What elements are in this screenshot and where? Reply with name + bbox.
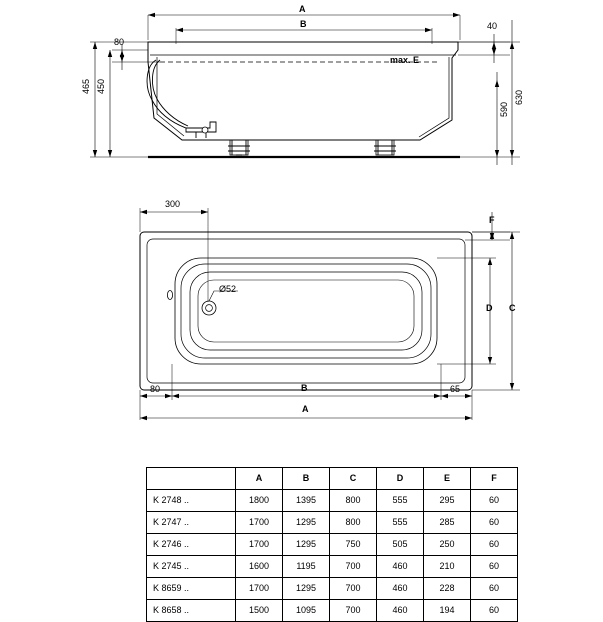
dim-arrow-Ap-r: [465, 416, 472, 420]
cell-F: 60: [471, 490, 518, 512]
dim-arrow-300-l: [140, 210, 147, 214]
cell-A: 1600: [236, 556, 283, 578]
table-header-A: A: [236, 468, 283, 490]
support-foot-right-plate: [376, 140, 394, 155]
cell-D: 555: [377, 512, 424, 534]
cell-B: 1295: [283, 512, 330, 534]
dim-arrow-80-b: [120, 55, 124, 62]
dim-arrow-450-b: [108, 150, 112, 157]
label-max-E: max. E: [390, 55, 420, 65]
dim-arrow-D-t: [488, 258, 492, 265]
cell-C: 800: [330, 512, 377, 534]
cell-F: 60: [471, 512, 518, 534]
cell-E: 295: [424, 490, 471, 512]
label-dia52: Ø52: [219, 284, 237, 294]
cell-model: K 2748 ..: [147, 490, 236, 512]
label-465: 465: [81, 78, 92, 95]
cell-D: 555: [377, 490, 424, 512]
dim-arrow-465-b: [93, 150, 97, 157]
dim-arrow-C-b: [510, 383, 514, 390]
dim-arrow-40-b: [492, 48, 496, 55]
table-row: [147, 534, 518, 556]
label-65-plan: 65: [450, 384, 461, 394]
cell-D: 460: [377, 600, 424, 622]
table-header-model: [147, 468, 236, 490]
cell-C: 700: [330, 600, 377, 622]
cell-E: 194: [424, 600, 471, 622]
label-630: 630: [514, 89, 525, 106]
table-header-E: E: [424, 468, 471, 490]
waste-fitting: [202, 127, 208, 133]
cell-A: 1700: [236, 534, 283, 556]
dim-arrow-300-r: [201, 210, 208, 214]
cell-A: 1700: [236, 512, 283, 534]
cell-C: 700: [330, 578, 377, 600]
waste-hole-inner: [206, 305, 213, 312]
label-A-plan: A: [302, 404, 309, 414]
dim-arrow-630-t: [510, 42, 514, 49]
table-row: [147, 578, 518, 600]
label-40: 40: [487, 21, 498, 31]
table-header-C: C: [330, 468, 377, 490]
dim-arrow-65p-l: [441, 394, 448, 398]
dim-arrow-630-b: [510, 150, 514, 157]
specification-table: [146, 467, 518, 622]
cell-E: 228: [424, 578, 471, 600]
dim-arrow-A-side-r: [453, 13, 460, 17]
dim-arrow-80p-r: [165, 394, 172, 398]
cell-C: 750: [330, 534, 377, 556]
cell-A: 1700: [236, 578, 283, 600]
label-F-plan: F: [489, 215, 495, 225]
label-80-side: 80: [114, 37, 125, 47]
cell-D: 460: [377, 556, 424, 578]
dim-arrow-450-t: [108, 50, 112, 57]
label-B-plan: B: [301, 383, 308, 393]
cell-model: K 2746 ..: [147, 534, 236, 556]
label-300: 300: [165, 199, 181, 209]
cell-D: 505: [377, 534, 424, 556]
cell-A: 1500: [236, 600, 283, 622]
dim-arrow-A-side-l: [148, 13, 155, 17]
dim-arrow-C-t: [510, 232, 514, 239]
overflow-hole: [167, 291, 172, 300]
dim-arrow-80p-l: [140, 394, 147, 398]
label-C-plan: C: [509, 303, 516, 313]
dim-arrow-590-t: [495, 80, 499, 87]
cell-B: 1395: [283, 490, 330, 512]
label-590: 590: [499, 101, 510, 118]
cell-F: 60: [471, 578, 518, 600]
dim-arrow-Ap-l: [140, 416, 147, 420]
label-450: 450: [96, 78, 107, 95]
dim-arrow-40-t: [492, 42, 496, 49]
table-row: [147, 490, 518, 512]
cell-C: 700: [330, 556, 377, 578]
support-foot-right: [374, 140, 396, 155]
cell-E: 210: [424, 556, 471, 578]
table-header-D: D: [377, 468, 424, 490]
cell-E: 250: [424, 534, 471, 556]
dim-arrow-465-t: [93, 42, 97, 49]
cell-model: K 8659 ..: [147, 578, 236, 600]
cell-C: 800: [330, 490, 377, 512]
label-A-side: A: [299, 4, 306, 14]
cell-B: 1295: [283, 534, 330, 556]
cell-model: K 8658 ..: [147, 600, 236, 622]
label-D-plan: D: [486, 303, 493, 313]
dim-arrow-65p-r: [465, 394, 472, 398]
dim-arrow-Bp-l: [172, 394, 179, 398]
table-header-F: F: [471, 468, 518, 490]
cell-D: 460: [377, 578, 424, 600]
dim-arrow-D-b: [488, 357, 492, 364]
cell-B: 1295: [283, 578, 330, 600]
cell-B: 1095: [283, 600, 330, 622]
cell-F: 60: [471, 556, 518, 578]
dim-arrow-B-side-r: [425, 28, 432, 32]
table-header-row: [147, 468, 518, 490]
label-80-plan: 80: [150, 384, 161, 394]
cell-model: K 2747 ..: [147, 512, 236, 534]
table-row: [147, 512, 518, 534]
table-header-B: B: [283, 468, 330, 490]
support-foot-left-plate: [230, 140, 248, 155]
dim-arrow-B-side-l: [176, 28, 183, 32]
dim-arrow-Bp-r: [434, 394, 441, 398]
cell-F: 60: [471, 600, 518, 622]
dim-arrow-590-b: [495, 150, 499, 157]
cell-model: K 2745 ..: [147, 556, 236, 578]
support-foot-left: [228, 140, 250, 155]
cell-F: 60: [471, 534, 518, 556]
label-B-side: B: [300, 19, 307, 29]
cell-E: 285: [424, 512, 471, 534]
table-row: [147, 556, 518, 578]
cell-B: 1195: [283, 556, 330, 578]
cell-A: 1800: [236, 490, 283, 512]
